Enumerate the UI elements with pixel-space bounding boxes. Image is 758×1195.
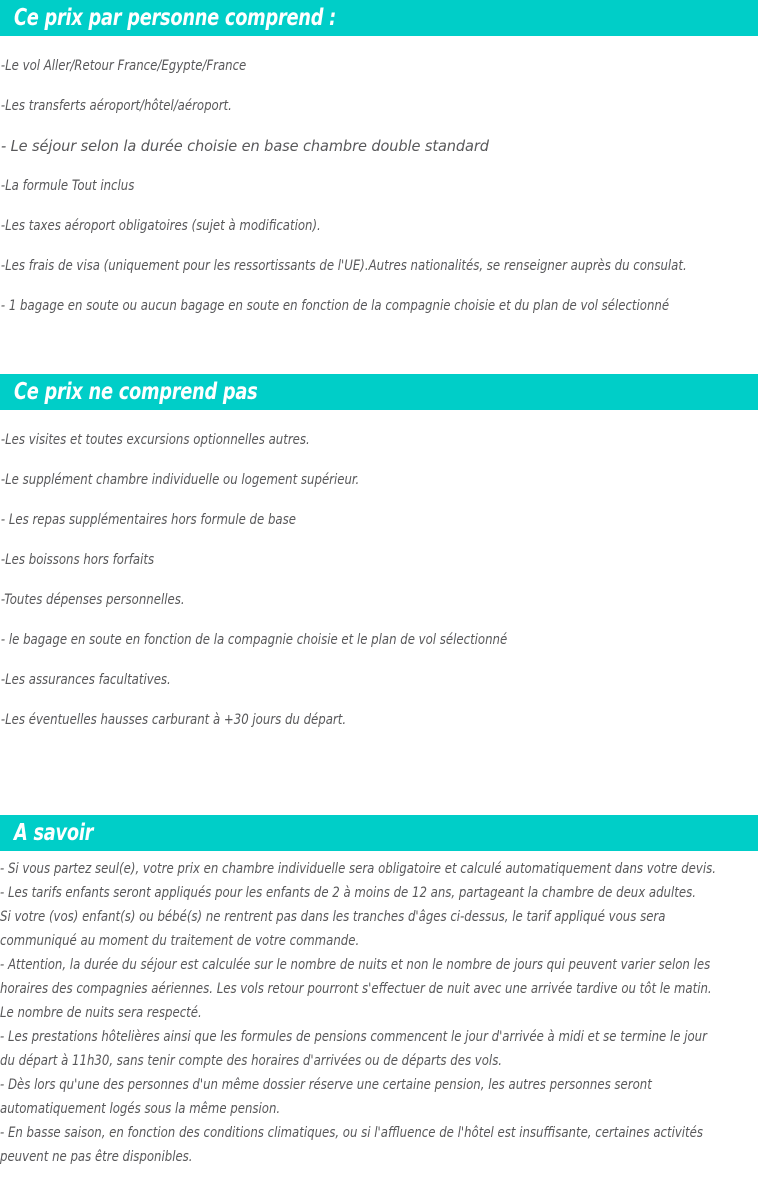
list-item: -Le vol Aller/Retour France/Egypte/France (0, 58, 247, 74)
section-title-included: Ce prix par personne comprend : (14, 4, 336, 31)
section-title-excluded: Ce prix ne comprend pas (14, 378, 258, 405)
spacer-page-bottom (0, 1169, 758, 1187)
section-header-excluded (0, 374, 758, 410)
note-line: peuvent ne pas être disponibles. (0, 1149, 193, 1165)
list-item: -Les taxes aéroport obligatoires (sujet à modification). (0, 218, 321, 234)
note-line: automatiquement logés sous la même pension. (0, 1101, 281, 1117)
note-line: - Les tarifs enfants seront appliqués pour les enfants de 2 à moins de 12 ans, partageant la chambre de deux adultes. (0, 885, 696, 901)
spacer-after-excluded (0, 740, 758, 815)
note-line: - Les prestations hôtelières ainsi que les formules de pensions commencent le jour d'arrivée à midi et se termine le jour (0, 1029, 707, 1045)
list-item: -Le supplément chambre individuelle ou logement supérieur. (0, 472, 360, 488)
section-header-notes (0, 815, 758, 851)
list-item: - Le séjour selon la durée choisie en base chambre double standard (0, 137, 489, 155)
spacer-after-included (0, 326, 758, 374)
list-item: -La formule Tout inclus (0, 178, 135, 194)
included-list (0, 46, 758, 326)
list-item: -Toutes dépenses personnelles. (0, 592, 185, 608)
note-line: communiqué au moment du traitement de votre commande. (0, 933, 360, 949)
note-line: - En basse saison, en fonction des conditions climatiques, ou si l'affluence de l'hôtel est insuffisante, certaines activités (0, 1125, 703, 1141)
list-item: - Les repas supplémentaires hors formule de base (0, 512, 296, 528)
list-item: -Les boissons hors forfaits (0, 552, 155, 568)
list-item: -Les éventuelles hausses carburant à +30 jours du départ. (0, 712, 347, 728)
note-line: Le nombre de nuits sera respecté. (0, 1005, 202, 1021)
note-line: horaires des compagnies aériennes. Les vols retour pourront s'effectuer de nuit avec une arrivée tardive ou tôt le matin. (0, 981, 712, 997)
notes-paragraphs (0, 857, 758, 1169)
excluded-list (0, 420, 758, 740)
section-title-notes: A savoir (14, 819, 94, 846)
note-line: Si votre (vos) enfant(s) ou bébé(s) ne rentrent pas dans les tranches d'âges ci-dessus, le tarif appliqué vous sera (0, 909, 666, 925)
list-item: - le bagage en soute en fonction de la compagnie choisie et le plan de vol sélectionné (0, 632, 508, 648)
list-item: -Les assurances facultatives. (0, 672, 171, 688)
list-item: - 1 bagage en soute ou aucun bagage en soute en fonction de la compagnie choisie et du plan de vol sélectionné (0, 298, 670, 314)
section-header-included (0, 0, 758, 36)
note-line: - Dès lors qu'une des personnes d'un même dossier réserve une certaine pension, les autres personnes seront (0, 1077, 652, 1093)
spacer-included-top (0, 36, 758, 46)
spacer-excluded-top (0, 410, 758, 420)
list-item: -Les frais de visa (uniquement pour les ressortissants de l'UE).Autres nationalités, se renseigner auprès du consulat. (0, 258, 687, 274)
note-line: du départ à 11h30, sans tenir compte des horaires d'arrivées ou de départs des vols. (0, 1053, 503, 1069)
list-item: -Les visites et toutes excursions optionnelles autres. (0, 432, 310, 448)
note-line: - Attention, la durée du séjour est calculée sur le nombre de nuits et non le nombre de jours qui peuvent varier selon les (0, 957, 711, 973)
note-line: - Si vous partez seul(e), votre prix en chambre individuelle sera obligatoire et calculé automatiquement dans votre devis. (0, 861, 716, 877)
list-item: -Les transferts aéroport/hôtel/aéroport. (0, 98, 232, 114)
